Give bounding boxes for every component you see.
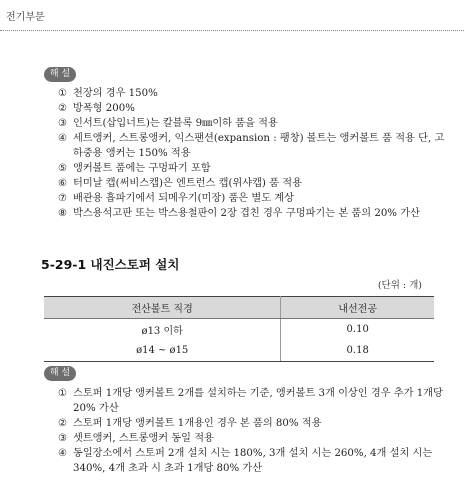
note-item [58,116,450,131]
note-item [58,431,450,446]
item-number: ④ [58,448,68,459]
note-list-1 [58,86,450,221]
note-item [58,86,450,101]
note-item [58,131,450,161]
item-number: ③ [58,118,68,129]
column-header: 내선전공 [281,297,434,319]
item-text: 터미날 캡(써비스캡)은 엔트런스 캡(위샤캡) 품 적용 [73,178,302,189]
note-item [58,206,450,221]
item-number: ① [58,88,68,99]
item-number: ⑥ [58,178,68,189]
note-list-2 [58,386,450,476]
table-row [44,340,434,362]
table-header-row [44,297,434,319]
item-number: ① [58,388,68,399]
item-text: 동일장소에서 스토퍼 2개 설치 시는 180%, 3개 설치 시는 260%, 4개 설치 시는 340%, 4개 초과 시 초과 1개당 80% 가산 [73,448,433,474]
item-text: 세트앵커, 스트롱앵커, 익스팬션(expansion : 팽창) 볼트는 앵커볼트 품 적용 단, 고하중용 앵커는 150% 적용 [73,133,445,159]
header-divider [0,30,464,31]
note-badge: 해 설 [44,67,76,82]
note-item [58,416,450,431]
item-text: 스토퍼 1개당 앵커볼트 1개용인 경우 본 품의 80% 적용 [73,418,322,429]
unit-label: (단위 : 개) [377,280,422,291]
note-badge: 해 설 [44,366,76,381]
note-item [58,176,450,191]
section-heading: 5-29-1 내진스토퍼 설치 [41,257,180,272]
item-number: ⑤ [58,163,68,174]
item-number: ⑦ [58,193,68,204]
table-cell: 0.10 [346,324,369,335]
item-text: 스토퍼 1개당 앵커볼트 2개를 설치하는 기준, 앵커볼트 3개 이상인 경우 추가 1개당 20% 가산 [73,388,443,414]
data-table [44,296,434,362]
item-text: 앵커볼트 품에는 구멍파기 포함 [73,163,211,174]
item-text: 천장의 경우 150% [73,88,158,99]
item-text: 셋트앵커, 스트롱앵커 동일 적용 [73,433,214,444]
note-item [58,101,450,116]
note-item [58,191,450,206]
item-text: 박스용석고판 또는 박스용철판이 2장 겹친 경우 구멍파기는 본 품의 20% 가산 [73,208,420,219]
table-row [44,319,434,341]
note-item [58,446,450,476]
table-cell: 0.18 [281,340,434,362]
item-text: 방폭형 200% [73,103,135,114]
item-number: ② [58,103,68,114]
table-cell: ø13 이하 [44,319,281,341]
item-number: ⑧ [58,208,68,219]
item-text: 인서트(삽입너트)는 칼블록 9㎜이하 품을 적용 [73,118,278,129]
item-number: ③ [58,433,68,444]
item-number: ② [58,418,68,429]
item-text: 배관용 흡파기에서 되메우기(미장) 품은 별도 계상 [73,193,294,204]
note-item [58,161,450,176]
table-cell: ø14 ~ ø15 [44,340,281,362]
note-item [58,386,450,416]
page-header-title: 전기부문 [6,12,45,23]
column-header: 전산볼트 직경 [44,297,281,319]
item-number: ④ [58,133,68,144]
